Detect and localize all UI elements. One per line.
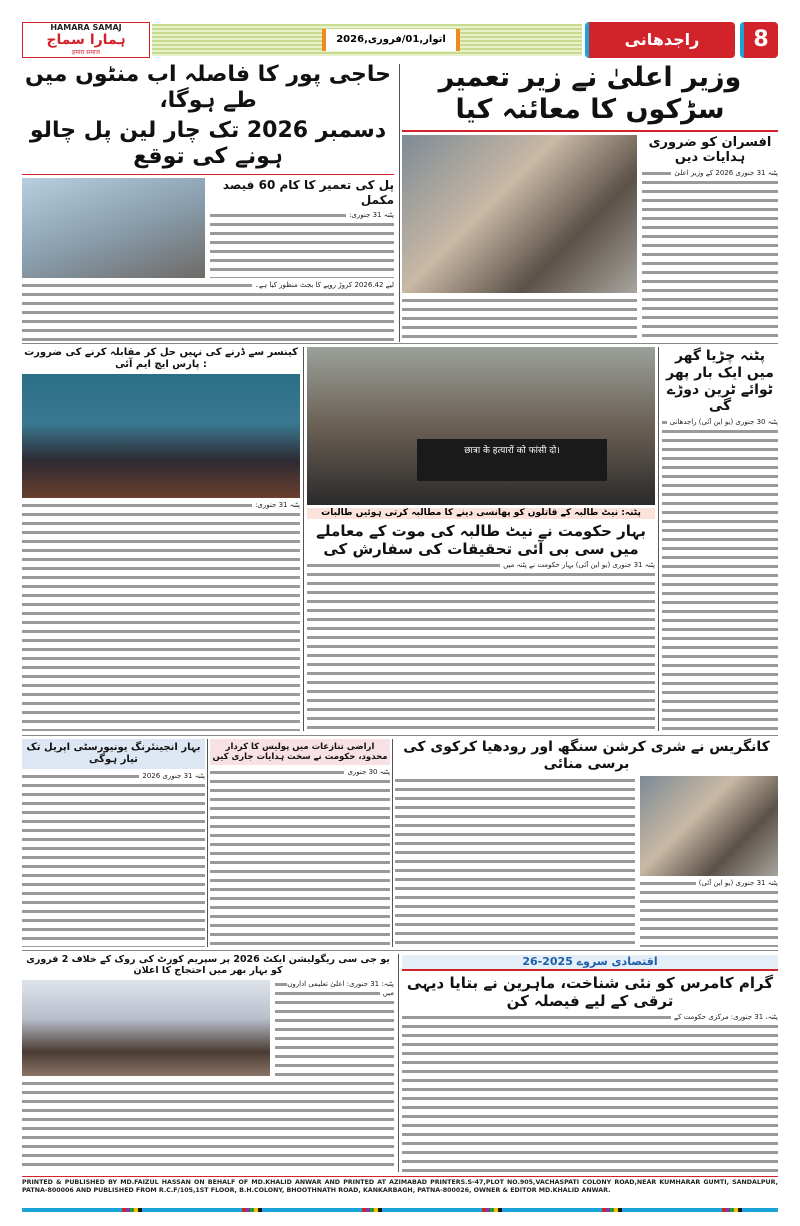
- footer-imprint: PRINTED & PUBLISHED BY MD.FAIZUL HASSAN ON BEHALF OF MD.KHALID ANWAR AND PRINTED AT AZIMABAD PRINTERS.S-47,PLOT NO.905,VACHASPATI COLONY ROAD,NEAR KUMHARAR GUMTI, SANDALPUR, PATNA-800006 AND PUBLISHED FROM R.C.F/105,1ST FLOOR, B.H.COLONY, BHOOTHNATH ROAD, KANKARBAGH, PATNA-800026, OWNER & EDITOR MD.KHALID ANWAR.: [22, 1179, 778, 1194]
- congress-story: [395, 739, 778, 947]
- cm-subheadline: افسران کو ضروری ہدایات دیں: [648, 134, 772, 166]
- zoo-headline: پٹنہ چڑیا گھر میں ایک بار پھر ٹوائے ٹرین دوڑے گی: [666, 348, 774, 415]
- congress-body: [395, 776, 635, 947]
- divider: [402, 130, 778, 132]
- footer-color-bar: [22, 1208, 778, 1212]
- ugc-story: [22, 954, 394, 1172]
- land-body: پٹنہ 30 جنوری: [210, 768, 390, 947]
- hajipur-body-side: پٹنہ 31 جنوری:: [210, 211, 394, 278]
- ugc-body-side: پٹنہ: 31 جنوری: اعلیٰ تعلیمی اداروں میں: [275, 980, 394, 1076]
- university-story: [22, 739, 205, 947]
- neet-protest-photo: [307, 347, 655, 505]
- protest-banner: छात्रा के हत्यारों को फांसी दो।: [417, 439, 607, 481]
- university-headline: بہار انجینئرنگ یونیورسٹی اپریل تک تیار ہوگی: [22, 739, 205, 769]
- cm-headline: وزیر اعلیٰ نے زیر تعمیر سڑکوں کا معائنہ کیا: [438, 62, 742, 126]
- column-divider: [658, 347, 659, 731]
- survey-story: [402, 955, 778, 1172]
- hajipur-story: [22, 62, 394, 341]
- column-divider: [303, 347, 304, 731]
- hajipur-headline-2: دسمبر 2026 تک چار لین پل چالو ہونے کی توقع: [29, 117, 387, 170]
- survey-body: پٹنہ، 31 جنوری: مرکزی حکومت کے: [402, 1013, 778, 1172]
- ugc-body: [22, 1079, 394, 1172]
- neet-photo-caption: پٹنہ: نیٹ طالبہ کے قاتلوں کو پھانسی دینے کا مطالبہ کرتی ہوئیں طالبات: [307, 508, 655, 519]
- divider: [22, 735, 778, 736]
- date-box: [322, 29, 460, 51]
- hajipur-headline-1: حاجی پور کا فاصلہ اب منٹوں میں طے ہوگا،: [25, 62, 391, 114]
- ugc-headline: یو جی سی ریگولیشن ایکٹ 2026 پر سپریم کورٹ کی روک کے خلاف 2 فروری کو بہار بھر میں احتجاج کا اعلان: [26, 954, 390, 977]
- zoo-story: [662, 348, 778, 731]
- neet-headline: بہار حکومت نے نیٹ طالبہ کی موت کے معاملے میں سی بی آئی تحقیقات کی سفارش کی: [316, 521, 646, 558]
- neet-story: [307, 347, 655, 731]
- congress-tribute-photo: [640, 776, 778, 876]
- zoo-body: پٹنہ 30 جنوری (یو این آئی) راجدھانی: [662, 418, 778, 731]
- divider: [22, 950, 778, 951]
- cm-story: [402, 62, 778, 341]
- cancer-event-photo: [22, 374, 300, 498]
- logo-hindi: हमारा समाज: [72, 49, 100, 56]
- divider: [22, 343, 778, 344]
- land-headline: اراضی تنازعات میں پولیس کا کردار محدود، حکومت نے سخت ہدایات جاری کیں: [210, 739, 390, 765]
- section-label: راجدھانی: [624, 30, 700, 49]
- cancer-body: پٹنہ 31 جنوری:: [22, 501, 300, 731]
- column-divider: [392, 739, 393, 947]
- masthead: [22, 22, 778, 58]
- cancer-headline: کینسر سے ڈرنے کی نہیں حل کر مقابلہ کرنے کی ضرورت : پارس ایچ ایم آئی: [24, 347, 298, 370]
- column-divider: [399, 64, 400, 342]
- hajipur-body: لیے 2026.42 کروڑ روپے کا بجٹ منظور کیا ہے۔: [22, 281, 394, 341]
- neet-body: پٹنہ 31 جنوری (یو این آئی) بہار حکومت نے پٹنہ میں: [307, 561, 655, 731]
- footer-rule: [22, 1176, 778, 1177]
- section-label-box: [585, 22, 735, 58]
- cm-body: [402, 296, 637, 341]
- column-divider: [398, 954, 399, 1172]
- logo-english: HAMARA SAMAJ: [50, 23, 122, 32]
- hajipur-subheadline: پل کی تعمیر کا کام 60 فیصد مکمل: [222, 177, 394, 207]
- congress-body-side: پٹنہ 31 جنوری (یو این آئی): [640, 879, 778, 947]
- logo: [22, 22, 150, 58]
- congress-headline: کانگریس نے شری کرشن سنگھ اور رودھیا کرکوی کی برسی منائی: [403, 739, 770, 772]
- cancer-story: [22, 347, 300, 731]
- university-body: پٹنہ 31 جنوری 2026: [22, 772, 205, 947]
- survey-headline: گرام کامرس کو نئی شناخت، ماہرین نے بتایا دیہی ترقی کے لیے فیصلہ کن: [406, 974, 774, 1010]
- cm-inspection-photo: [402, 135, 637, 293]
- divider: [22, 174, 394, 175]
- ugc-press-photo: [22, 980, 270, 1076]
- logo-urdu: ہمارا سماج: [46, 32, 126, 48]
- column-divider: [207, 739, 208, 947]
- page-number: 8: [740, 22, 778, 58]
- land-story: [210, 739, 390, 947]
- cm-body-side: پٹنہ 31 جنوری 2026 کے وزیر اعلیٰ: [642, 169, 778, 341]
- issue-date: اتوار,01/فروری,2026: [336, 34, 446, 45]
- bridge-photo: [22, 178, 205, 278]
- survey-kicker: اقتصادی سروے 2025-26: [402, 955, 778, 971]
